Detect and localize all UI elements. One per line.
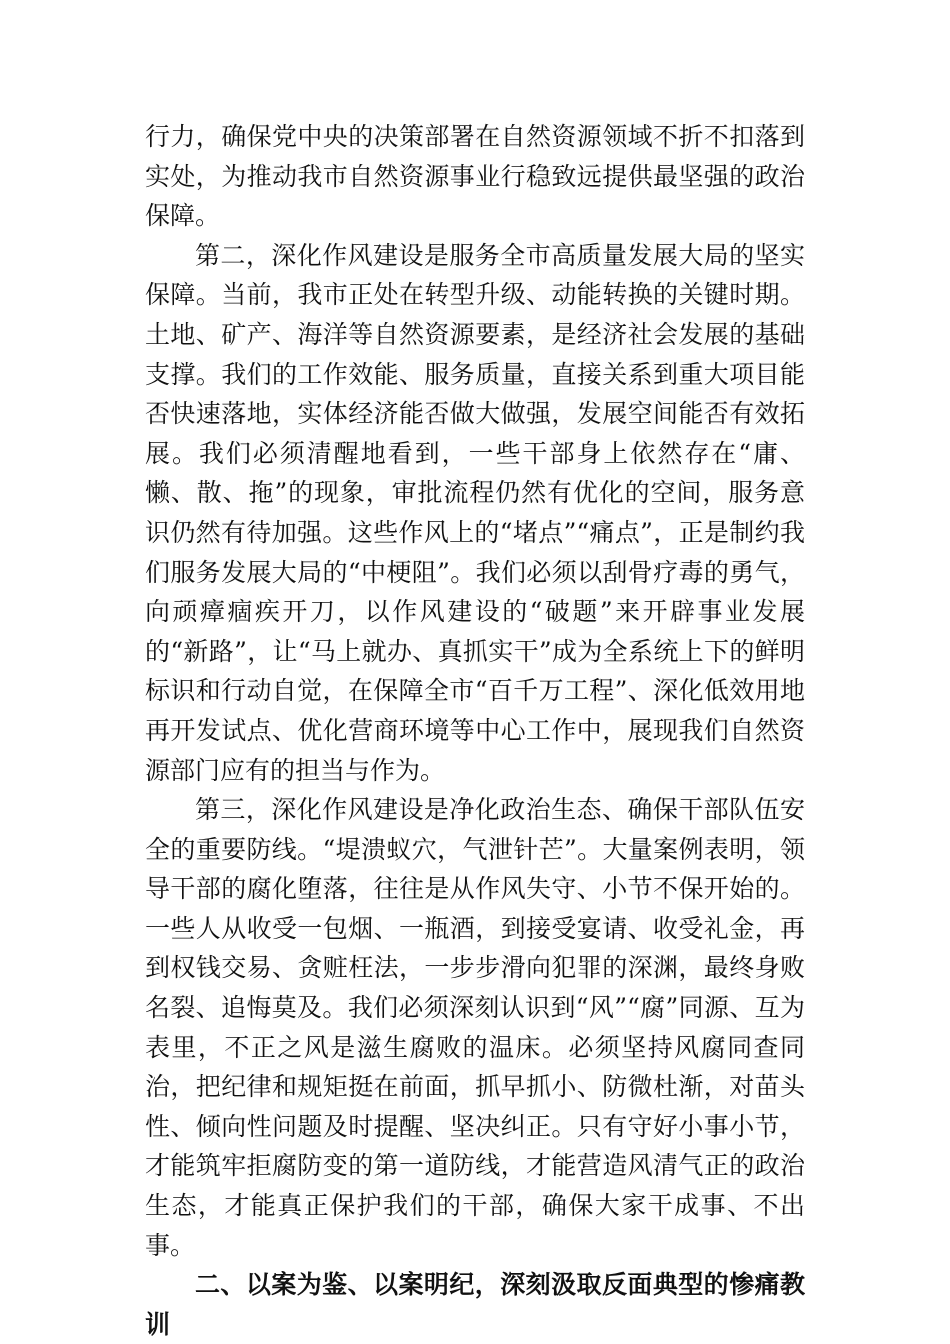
paragraph-third-point: 第三，深化作风建设是净化政治生态、确保干部队伍安全的重要防线。“堤溃蚁穴，气泄针芒”。大量案例表明，领导干部的腐化堕落，往往是从作风失守、小节不保开始的。一些人从收受一包烟、一瓶酒，到接受宴请、收受礼金，再到权钱交易、贪赃枉法，一步步滑向犯罪的深渊，最终身败名裂、追悔莫及。我们必须深刻认识到“风”“腐”同源、互为表里，不正之风是滋生腐败的温床。必须坚持风腐同查同治，把纪律和规矩挺在前面，抓早抓小、防微杜渐，对苗头性、倾向性问题及时提醒、坚决纠正。只有守好小事小节，才能筑牢拒腐防变的第一道防线，才能营造风清气正的政治生态，才能真正保护我们的干部，确保大家干成事、不出事。 bbox=[145, 795, 805, 1260]
section-heading: 二、以案为鉴、以案明纪，深刻汲取反面典型的惨痛教训 bbox=[145, 1270, 805, 1339]
paragraph-continued: 行力，确保党中央的决策部署在自然资源领域不折不扣落到实处，为推动我市自然资源事业行稳致远提供最坚强的政治保障。 bbox=[145, 122, 805, 231]
paragraph-second-point: 第二，深化作风建设是服务全市高质量发展大局的坚实保障。当前，我市正处在转型升级、动能转换的关键时期。土地、矿产、海洋等自然资源要素，是经济社会发展的基础支撑。我们的工作效能、服务质量，直接关系到重大项目能否快速落地，实体经济能否做大做强，发展空间能否有效拓展。我们必须清醒地看到，一些干部身上依然存在“庸、懒、散、拖”的现象，审批流程仍然有优化的空间，服务意识仍然有待加强。这些作风上的“堵点”“痛点”，正是制约我们服务发展大局的“中梗阻”。我们必须以刮骨疗毒的勇气，向顽瘴痼疾开刀，以作风建设的“破题”来开辟事业发展的“新路”，让“马上就办、真抓实干”成为全系统上下的鲜明标识和行动自觉，在保障全市“百千万工程”、深化低效用地再开发试点、优化营商环境等中心工作中，展现我们自然资源部门应有的担当与作为。 bbox=[145, 240, 805, 785]
document-page bbox=[145, 117, 805, 1344]
